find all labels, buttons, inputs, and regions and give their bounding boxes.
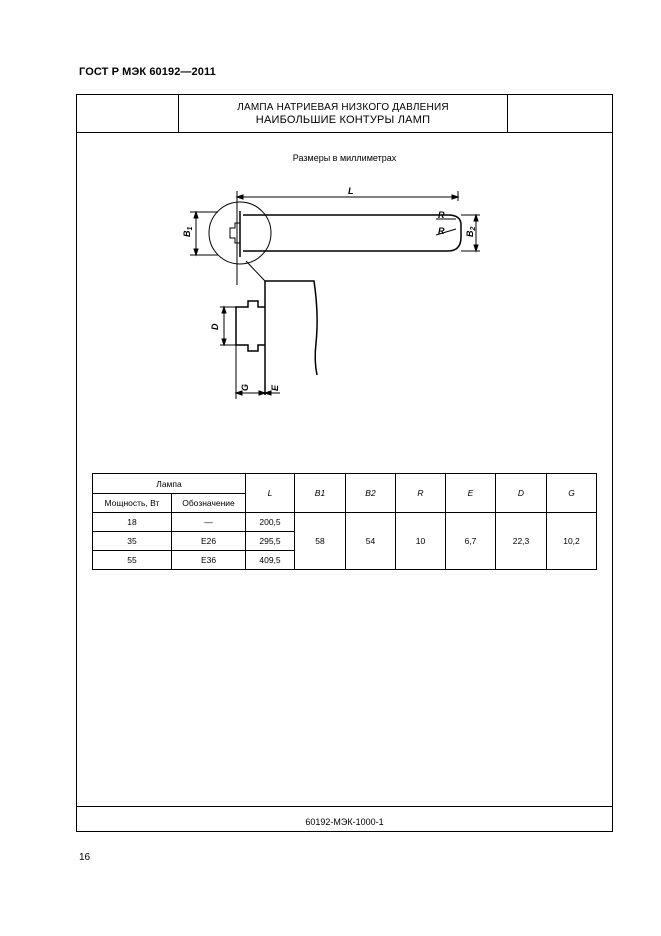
table-header-power: Мощность, Вт (93, 494, 172, 513)
cell-g: 10,2 (547, 513, 597, 570)
cell-designation: E36 (172, 551, 246, 570)
enlarged-base-cap (236, 301, 265, 351)
label-r-top: R (438, 210, 445, 220)
cell-b1: 58 (295, 513, 346, 570)
label-b1: $B_1$ (182, 226, 194, 237)
title-line-1: ЛАМПА НАТРИЕВАЯ НИЗКОГО ДАВЛЕНИЯ (237, 102, 449, 113)
table-header-lamp: Лампа (93, 474, 246, 494)
page-number: 16 (79, 852, 91, 863)
title-cell-right (507, 95, 613, 132)
table-header-designation: Обозначение (172, 494, 246, 513)
table-header-e: E (446, 474, 496, 513)
table-header-l: L (246, 474, 295, 513)
table-header-g: G (547, 474, 597, 513)
table-row (93, 513, 597, 532)
table-header-r: R (396, 474, 446, 513)
title-line-2: НАИБОЛЬШИЕ КОНТУРЫ ЛАМП (255, 114, 431, 126)
cell-power: 35 (93, 532, 172, 551)
lamp-tube (243, 215, 461, 251)
detail-leader (246, 261, 265, 281)
table-header-d: D (496, 474, 547, 513)
dimensions-note: Размеры в миллиметрах (292, 153, 397, 163)
label-b2: $B_2$ (465, 226, 477, 237)
cell-designation: E26 (172, 532, 246, 551)
cell-designation: — (172, 513, 246, 532)
cell-power: 18 (93, 513, 172, 532)
title-cell-left (77, 95, 179, 132)
table-header-b2: B2 (346, 474, 396, 513)
cell-d: 22,3 (496, 513, 547, 570)
cell-e: 6,7 (446, 513, 496, 570)
base-pin-detail (230, 223, 240, 243)
label-d: D (210, 323, 220, 330)
cell-l: 409,5 (246, 551, 295, 570)
title (179, 102, 507, 127)
enlarged-tube-outline (265, 281, 317, 375)
cell-l: 295,5 (246, 532, 295, 551)
lamp-outline-drawing (178, 185, 498, 415)
cell-b2: 54 (346, 513, 396, 570)
sheet-frame (76, 94, 613, 832)
sheet-code: 60192-МЭК-1000-1 (305, 817, 384, 827)
label-l: L (348, 186, 354, 196)
table-header-b1: B1 (295, 474, 346, 513)
label-r-bottom: R (438, 226, 445, 236)
document-code: ГОСТ Р МЭК 60192—2011 (79, 66, 216, 78)
label-g: G (240, 383, 250, 391)
cell-power: 55 (93, 551, 172, 570)
cell-r: 10 (396, 513, 446, 570)
cell-l: 200,5 (246, 513, 295, 532)
spec-table (92, 473, 597, 570)
label-e: E (270, 384, 280, 391)
title-block (77, 95, 612, 133)
footer-divider (77, 806, 612, 807)
